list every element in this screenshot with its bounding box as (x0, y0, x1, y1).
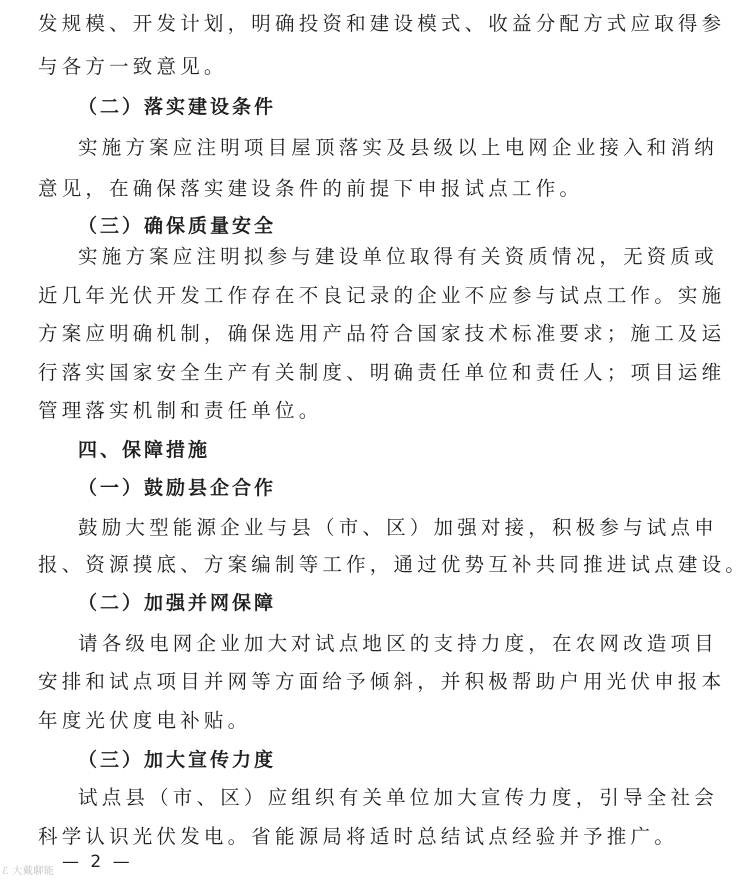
text-line: 实施方案应注明项目屋顶落实及县级以上电网企业接入和消纳 (78, 136, 718, 159)
subsection-heading: （一）鼓励县企合作 (78, 477, 277, 499)
text-line: 试点县（市、区）应组织有关单位加大宣传力度，引导全社会 (78, 786, 718, 809)
text-line: 与各方一致意见。 (38, 55, 228, 78)
text-line: 年度光伏度电补贴。 (38, 709, 252, 732)
subsection-heading: （二）加强并网保障 (78, 592, 277, 614)
text-line: 鼓励大型能源企业与县（市、区）加强对接，积极参与试点申 (78, 516, 718, 539)
text-line: 行落实国家安全生产有关制度、明确责任单位和责任人；项目运维 (38, 361, 726, 384)
text-line: 实施方案应注明拟参与建设单位取得有关资质情况，无资质或 (78, 245, 718, 268)
text-line: 意见，在确保落实建设条件的前提下申报试点工作。 (38, 177, 584, 200)
subsection-heading: （三）确保质量安全 (78, 215, 277, 237)
subsection-heading: （二）落实建设条件 (78, 96, 277, 118)
text-line: 管理落实机制和责任单位。 (38, 399, 323, 422)
subsection-heading: （三）加大宣传力度 (78, 749, 277, 771)
text-line: 请各级电网企业加大对试点地区的支持力度，在农网改造项目 (78, 632, 718, 655)
page-number: — 2 — (62, 852, 133, 872)
text-line: 科学认识光伏发电。省能源局将适时总结试点经验并予推广。 (38, 825, 678, 848)
text-line: 安排和试点项目并网等方面给予倾斜，并积极帮助户用光伏申报本 (38, 670, 726, 693)
section-heading: 四、保障措施 (78, 439, 211, 461)
text-line: 方案应明确机制，确保选用产品符合国家技术标准要求；施工及运 (38, 322, 726, 345)
text-line: 发规模、开发计划，明确投资和建设模式、收益分配方式应取得参 (38, 12, 726, 35)
text-line: 近几年光伏开发工作存在不良记录的企业不应参与试点工作。实施 (38, 284, 726, 307)
watermark: ℰ 大戴聊能 (2, 866, 55, 877)
text-line: 报、资源摸底、方案编制等工作，通过优势互补共同推进试点建设。 (38, 553, 749, 576)
